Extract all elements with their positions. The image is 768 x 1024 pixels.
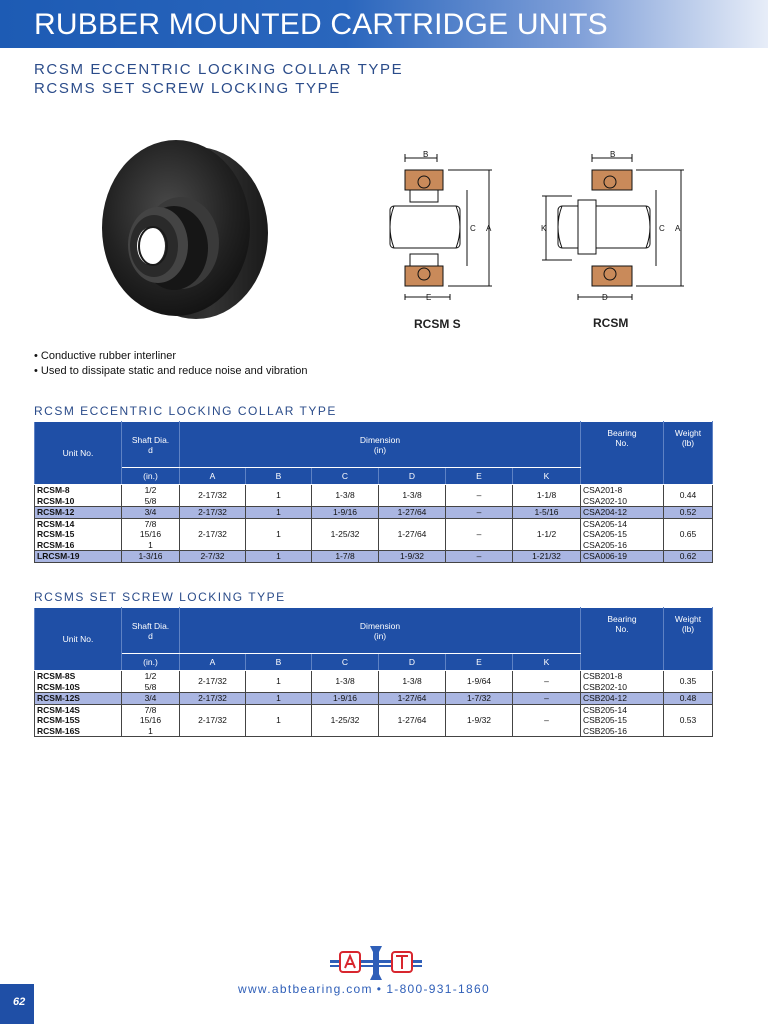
rcsm-s-label: RCSM S xyxy=(414,317,461,331)
dim-c-cell: 1-3/8 xyxy=(312,671,379,693)
dim-letter-c-s: C xyxy=(470,224,476,233)
feature-list xyxy=(34,349,308,379)
bearing-cell: CSB205-14 CSB205-15 CSB205-16 xyxy=(581,704,664,737)
subtitle-rcsms: RCSMS SET SCREW LOCKING TYPE xyxy=(34,80,341,97)
dim-letter-c-m: C xyxy=(659,224,665,233)
contact-line xyxy=(238,982,490,996)
col-d-header: D xyxy=(379,468,446,485)
phone-number[interactable]: 1-800-931-1860 xyxy=(386,982,490,996)
unit-cell: RCSM-12 xyxy=(35,507,122,519)
dim-c-cell: 1-3/8 xyxy=(312,485,379,507)
dim-b-cell: 1 xyxy=(246,551,312,563)
col-e-header: E xyxy=(446,654,513,671)
product-photo xyxy=(96,133,276,323)
dim-letter-a-s: A xyxy=(486,224,492,233)
rcsm-spec-table xyxy=(34,421,713,563)
table-row xyxy=(35,485,713,507)
dim-letter-e-s: E xyxy=(426,293,432,302)
table1-title: RCSM ECCENTRIC LOCKING COLLAR TYPE xyxy=(34,404,337,418)
dim-d-cell: 1-3/8 xyxy=(379,485,446,507)
dim-e-cell: – xyxy=(446,507,513,519)
page-title: RUBBER MOUNTED CARTRIDGE UNITS xyxy=(34,8,608,41)
dim-c-cell: 1-7/8 xyxy=(312,551,379,563)
weight-cell: 0.62 xyxy=(664,551,713,563)
table-row xyxy=(35,551,713,563)
unit-cell: RCSM-14S RCSM-15S RCSM-16S xyxy=(35,704,122,737)
table-row xyxy=(35,671,713,693)
col-weight-header: Weight (lb) xyxy=(664,608,713,671)
dim-letter-b-m: B xyxy=(610,150,616,159)
website-link[interactable]: www.abtbearing.com xyxy=(238,982,373,996)
bearing-cell: CSB201-8 CSB202-10 xyxy=(581,671,664,693)
dim-b-cell: 1 xyxy=(246,518,312,551)
rcsm-s-diagram xyxy=(380,148,500,308)
col-shaft-unit: (in.) xyxy=(122,468,180,485)
shaft-cell: 1/2 5/8 xyxy=(122,671,180,693)
shaft-cell: 1-3/16 xyxy=(122,551,180,563)
col-unit-header: Unit No. xyxy=(35,608,122,671)
dim-a-cell: 2-17/32 xyxy=(180,507,246,519)
table-row xyxy=(35,518,713,551)
dim-d-cell: 1-3/8 xyxy=(379,671,446,693)
dim-letter-d-m: D xyxy=(602,293,608,302)
feature-item: • Conductive rubber interliner xyxy=(34,349,308,364)
dim-letter-b-s: B xyxy=(423,150,429,159)
page-number: 62 xyxy=(13,996,26,1008)
bearing-cell: CSA201-8 CSA202-10 xyxy=(581,485,664,507)
dim-e-cell: – xyxy=(446,551,513,563)
col-shaft-header: Shaft Dia. d xyxy=(122,422,180,468)
dim-b-cell: 1 xyxy=(246,693,312,705)
table2-title: RCSMS SET SCREW LOCKING TYPE xyxy=(34,590,286,604)
dim-c-cell: 1-9/16 xyxy=(312,693,379,705)
unit-cell: RCSM-12S xyxy=(35,693,122,705)
dim-a-cell: 2-17/32 xyxy=(180,704,246,737)
dim-d-cell: 1-27/64 xyxy=(379,507,446,519)
dim-k-cell: 1-5/16 xyxy=(513,507,581,519)
weight-cell: 0.52 xyxy=(664,507,713,519)
col-k-header: K xyxy=(513,654,581,671)
dim-a-cell: 2-17/32 xyxy=(180,693,246,705)
col-e-header: E xyxy=(446,468,513,485)
table-row xyxy=(35,507,713,519)
bearing-cell: CSB204-12 xyxy=(581,693,664,705)
shaft-cell: 1/2 5/8 xyxy=(122,485,180,507)
dim-e-cell: – xyxy=(446,518,513,551)
dim-letter-k-m: K xyxy=(541,224,547,233)
col-k-header: K xyxy=(513,468,581,485)
col-unit-header: Unit No. xyxy=(35,422,122,485)
rcsms-spec-table xyxy=(34,607,713,737)
dim-b-cell: 1 xyxy=(246,671,312,693)
dim-letter-a-m: A xyxy=(675,224,681,233)
table-row xyxy=(35,693,713,705)
col-dimension-header: Dimension (in) xyxy=(180,608,581,654)
dim-c-cell: 1-9/16 xyxy=(312,507,379,519)
unit-cell: RCSM-14 RCSM-15 RCSM-16 xyxy=(35,518,122,551)
abt-logo xyxy=(330,944,422,982)
feature-item: • Used to dissipate static and reduce noise and vibration xyxy=(34,364,308,379)
shaft-cell: 7/8 15/16 1 xyxy=(122,518,180,551)
col-shaft-unit: (in.) xyxy=(122,654,180,671)
weight-cell: 0.48 xyxy=(664,693,713,705)
dim-b-cell: 1 xyxy=(246,507,312,519)
unit-cell: RCSM-8 RCSM-10 xyxy=(35,485,122,507)
separator: • xyxy=(376,982,383,996)
rcsm-label: RCSM xyxy=(593,316,629,330)
dim-b-cell: 1 xyxy=(246,704,312,737)
col-c-header: C xyxy=(312,654,379,671)
col-shaft-header: Shaft Dia. d xyxy=(122,608,180,654)
dim-b-cell: 1 xyxy=(246,485,312,507)
col-d-header: D xyxy=(379,654,446,671)
dim-k-cell: 1-1/2 xyxy=(513,518,581,551)
bearing-cell: CSA204-12 xyxy=(581,507,664,519)
col-bearing-header: Bearing No. xyxy=(581,608,664,671)
table-row xyxy=(35,704,713,737)
shaft-cell: 3/4 xyxy=(122,693,180,705)
weight-cell: 0.65 xyxy=(664,518,713,551)
col-weight-header: Weight (lb) xyxy=(664,422,713,485)
dim-d-cell: 1-27/64 xyxy=(379,693,446,705)
dim-k-cell: – xyxy=(513,671,581,693)
dim-a-cell: 2-7/32 xyxy=(180,551,246,563)
header-banner xyxy=(0,0,768,48)
col-a-header: A xyxy=(180,468,246,485)
dim-k-cell: – xyxy=(513,693,581,705)
bearing-cell: CSA006-19 xyxy=(581,551,664,563)
rcsm-diagram xyxy=(532,148,692,308)
col-bearing-header: Bearing No. xyxy=(581,422,664,485)
bearing-cell: CSA205-14 CSA205-15 CSA205-16 xyxy=(581,518,664,551)
dim-c-cell: 1-25/32 xyxy=(312,518,379,551)
dim-a-cell: 2-17/32 xyxy=(180,485,246,507)
col-b-header: B xyxy=(246,468,312,485)
weight-cell: 0.53 xyxy=(664,704,713,737)
shaft-cell: 3/4 xyxy=(122,507,180,519)
dim-e-cell: 1-9/32 xyxy=(446,704,513,737)
col-b-header: B xyxy=(246,654,312,671)
dim-d-cell: 1-27/64 xyxy=(379,518,446,551)
dim-c-cell: 1-25/32 xyxy=(312,704,379,737)
col-a-header: A xyxy=(180,654,246,671)
dim-k-cell: 1-21/32 xyxy=(513,551,581,563)
dim-e-cell: 1-7/32 xyxy=(446,693,513,705)
unit-cell: LRCSM-19 xyxy=(35,551,122,563)
dim-e-cell: – xyxy=(446,485,513,507)
dim-d-cell: 1-27/64 xyxy=(379,704,446,737)
weight-cell: 0.35 xyxy=(664,671,713,693)
subtitle-rcsm: RCSM ECCENTRIC LOCKING COLLAR TYPE xyxy=(34,61,404,78)
col-c-header: C xyxy=(312,468,379,485)
dim-a-cell: 2-17/32 xyxy=(180,671,246,693)
dim-e-cell: 1-9/64 xyxy=(446,671,513,693)
unit-cell: RCSM-8S RCSM-10S xyxy=(35,671,122,693)
shaft-cell: 7/8 15/16 1 xyxy=(122,704,180,737)
dim-k-cell: – xyxy=(513,704,581,737)
col-dimension-header: Dimension (in) xyxy=(180,422,581,468)
dim-a-cell: 2-17/32 xyxy=(180,518,246,551)
weight-cell: 0.44 xyxy=(664,485,713,507)
dim-k-cell: 1-1/8 xyxy=(513,485,581,507)
dim-d-cell: 1-9/32 xyxy=(379,551,446,563)
